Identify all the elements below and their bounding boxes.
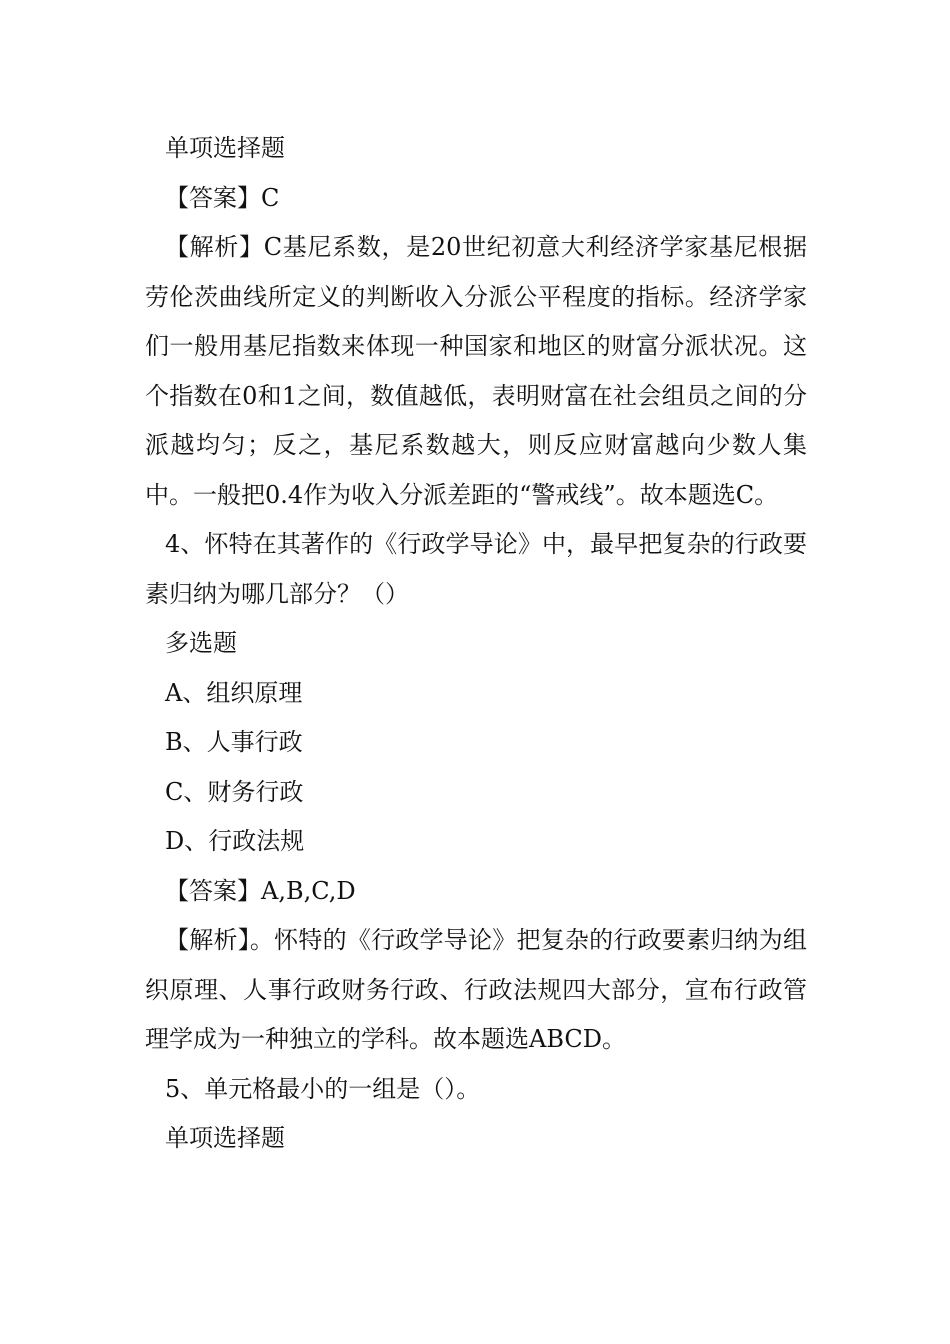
answer-line: 【答案】A,B,C,D [165, 876, 356, 905]
option-b: B、人事行政 [165, 728, 303, 756]
option-c: C、财务行政 [165, 777, 304, 806]
document-body [145, 124, 807, 1164]
option-a: A、组织原理 [165, 678, 303, 707]
analysis-paragraph: 【解析】C基尼系数，是20世纪初意大利经济学家基尼根据劳伦茨曲线所定义的判断收入分派公平程度的指标。经济学家们一般用基尼指数来体现一种国家和地区的财富分派状况。这个指数在0和1之间，数值越低，表明财富在社会组员之间的分派越均匀；反之，基尼系数越大，则反应财富越向少数人集中。一般把0.4作为收入分派差距的“警戒线”。故本题选C。 [145, 233, 807, 509]
option-d: D、行政法规 [165, 827, 305, 855]
question-5-text: 5、单元格最小的一组是（）。 [165, 1074, 481, 1103]
question-type-label: 单项选择题 [165, 1124, 285, 1152]
question-type-label: 多选题 [165, 629, 237, 657]
question-type-label: 单项选择题 [165, 134, 285, 162]
analysis-paragraph: 【解析】。怀特的《行政学导论》把复杂的行政要素归纳为组织原理、人事行政财务行政、行政法规四大部分，宣布行政管理学成为一种独立的学科。故本题选ABCD。 [145, 926, 807, 1053]
question-4-text: 4、怀特在其著作的《行政学导论》中，最早把复杂的行政要素归纳为哪几部分？（） [145, 530, 807, 608]
answer-line: 【答案】C [165, 183, 280, 212]
